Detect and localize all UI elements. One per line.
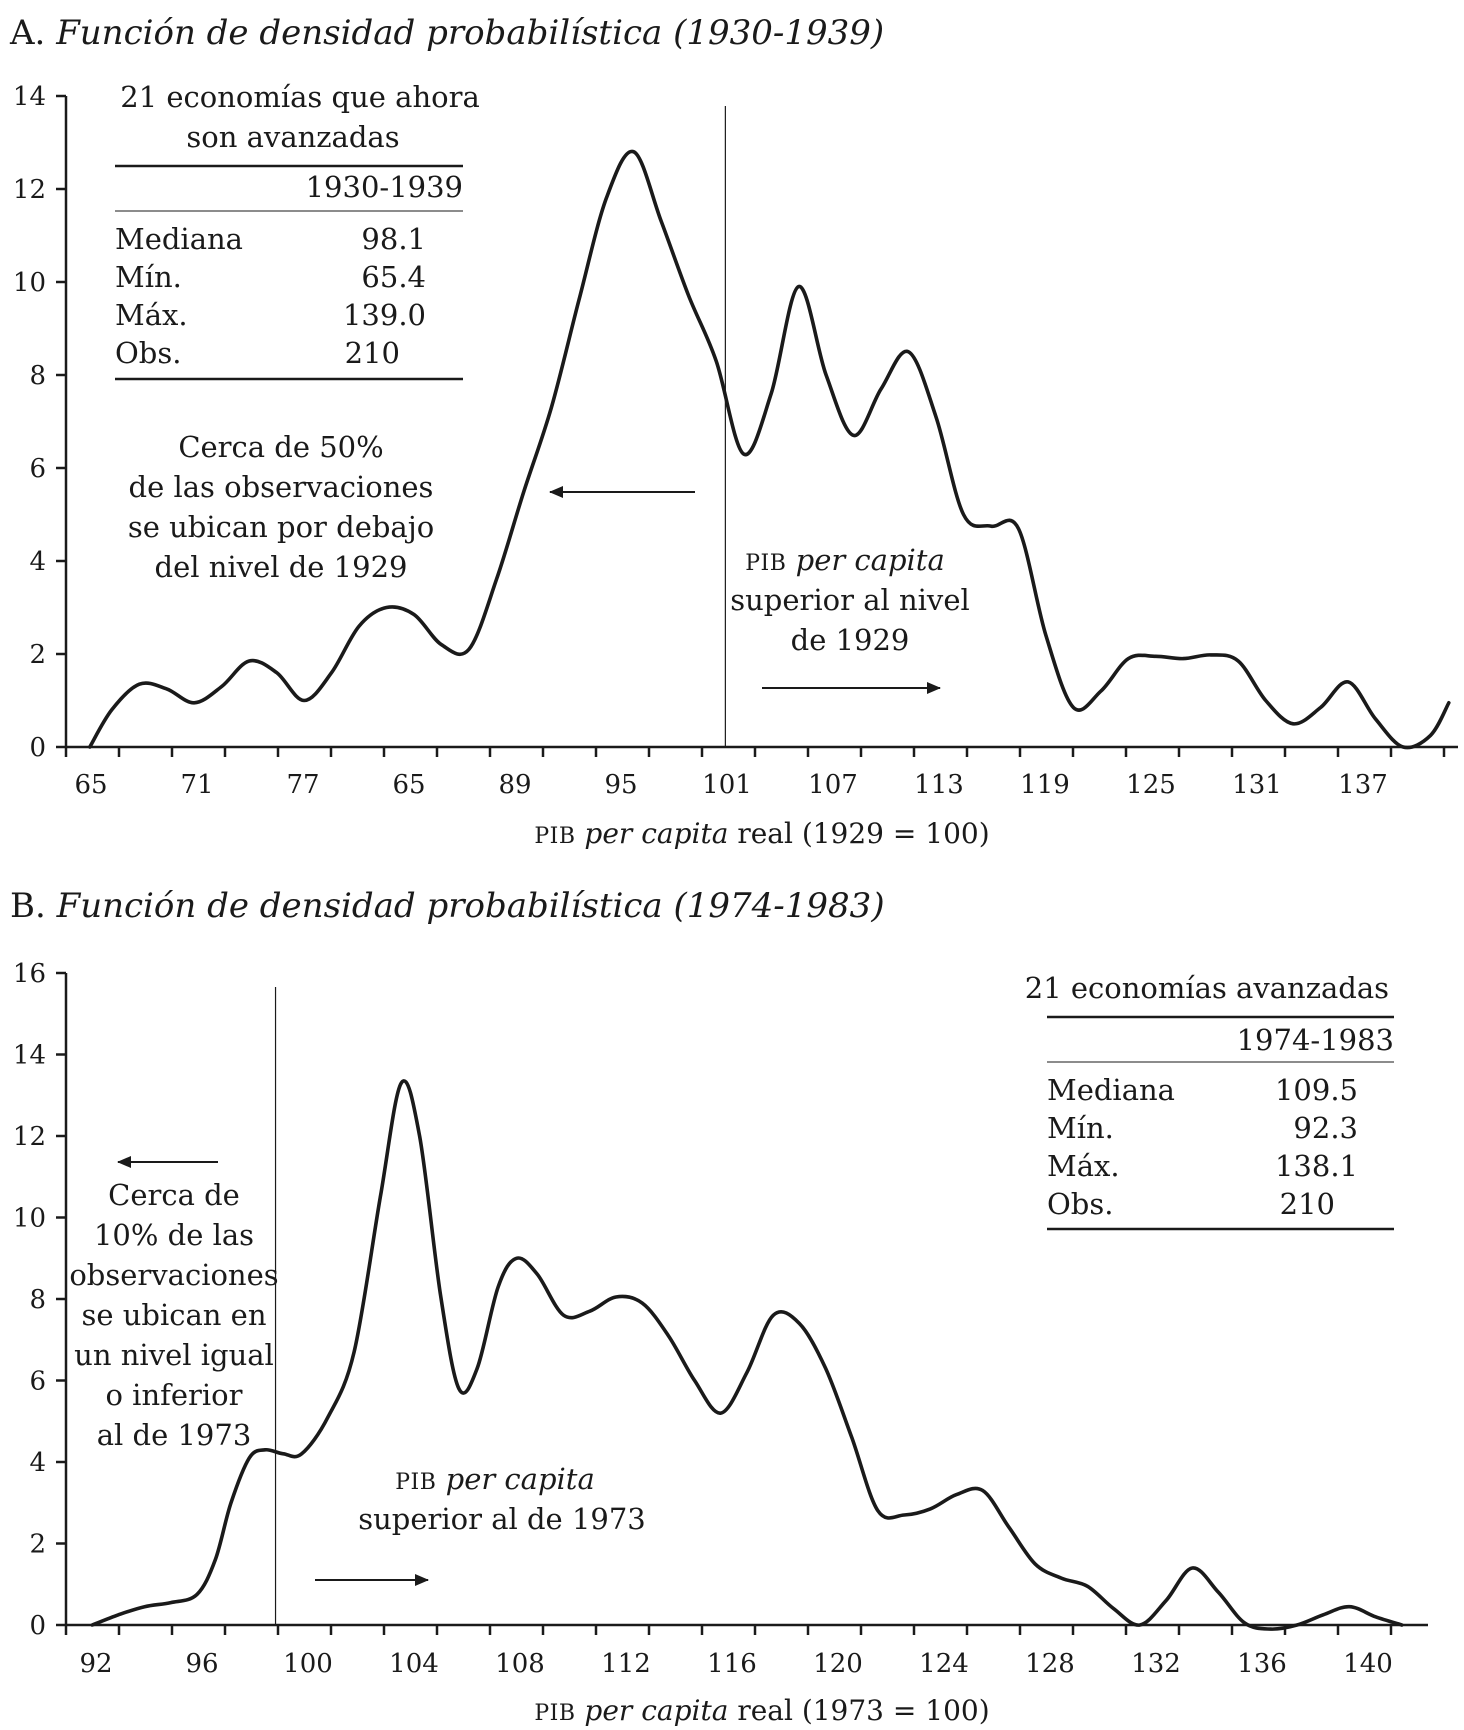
x-tick-label: 71 bbox=[180, 770, 214, 800]
panel-b-x-label-pib: PIB bbox=[534, 1701, 576, 1726]
panel-b-left-note-line: 10% de las bbox=[93, 1218, 255, 1252]
panel-a-left-note-line: del nivel de 1929 bbox=[154, 550, 408, 584]
panel-b-left-note-line: al de 1973 bbox=[96, 1418, 252, 1452]
panel-b-left-note bbox=[69, 1178, 278, 1452]
y-tick-label: 8 bbox=[29, 1285, 46, 1315]
panel-a-right-note bbox=[730, 543, 970, 657]
x-tick-label: 128 bbox=[1025, 1649, 1075, 1679]
y-tick-label: 4 bbox=[29, 547, 46, 577]
panel-b-x-label-rest: real (1973 = 100) bbox=[737, 1694, 990, 1727]
panel-a bbox=[9, 13, 1458, 850]
panel-b-density-curve bbox=[92, 1081, 1402, 1629]
panel-b-right-note-italic: per capita bbox=[445, 1462, 595, 1496]
panel-a-table-row-label: Máx. bbox=[115, 298, 188, 332]
panel-b-table-column-header: 1974-1983 bbox=[1236, 1023, 1394, 1057]
panel-b-right-note-pib: PIB bbox=[395, 1470, 437, 1495]
panel-a-right-note-italic: per capita bbox=[795, 543, 945, 577]
x-tick-label: 116 bbox=[707, 1649, 757, 1679]
panel-a-right-note-line: de 1929 bbox=[790, 623, 910, 657]
panel-b-title-text: Función de densidad probabilística (1974-1983) bbox=[56, 886, 885, 926]
panel-a-table-title-line-1: 21 economías que ahora bbox=[120, 80, 480, 114]
panel-b-left-note-line: un nivel igual bbox=[74, 1338, 274, 1372]
x-tick-label: 95 bbox=[604, 770, 638, 800]
x-tick-label: 65 bbox=[392, 770, 426, 800]
panel-b-stats-table bbox=[1025, 971, 1394, 1229]
panel-a-right-note-line-1 bbox=[745, 543, 945, 577]
x-tick-label: 131 bbox=[1232, 770, 1282, 800]
panel-b-table-row-value: 138.1 bbox=[1274, 1149, 1358, 1183]
x-tick-label: 107 bbox=[808, 770, 858, 800]
panel-a-title bbox=[9, 13, 884, 53]
panel-a-title-text: Función de densidad probabilística (1930-1939) bbox=[56, 13, 885, 53]
panel-a-right-note-line: superior al nivel bbox=[730, 583, 970, 617]
y-tick-label: 2 bbox=[29, 1529, 46, 1560]
y-tick-label: 6 bbox=[29, 454, 46, 484]
y-tick-label: 16 bbox=[12, 959, 46, 989]
panel-b bbox=[10, 886, 1428, 1727]
x-tick-label: 113 bbox=[914, 770, 964, 800]
panel-a-right-note-pib: PIB bbox=[745, 551, 787, 576]
panel-a-x-ticks bbox=[66, 747, 1444, 800]
x-tick-label: 100 bbox=[283, 1649, 333, 1679]
x-tick-label: 101 bbox=[702, 770, 752, 800]
panel-a-x-label-italic: per capita bbox=[584, 817, 729, 850]
panel-a-letter: A. bbox=[10, 13, 46, 53]
panel-b-x-ticks bbox=[66, 1625, 1393, 1679]
panel-b-table-row-label: Máx. bbox=[1047, 1149, 1120, 1183]
panel-b-table-row-label: Mediana bbox=[1047, 1073, 1175, 1107]
y-tick-label: 12 bbox=[12, 1122, 46, 1152]
panel-a-table-row-value: 65.4 bbox=[361, 260, 426, 294]
panel-b-title bbox=[10, 886, 885, 926]
panel-a-table-row-value: 210 bbox=[344, 336, 400, 370]
y-tick-label: 10 bbox=[12, 1203, 46, 1234]
x-tick-label: 92 bbox=[79, 1649, 113, 1679]
panel-a-table-row-value: 139.0 bbox=[342, 298, 426, 332]
y-tick-label: 14 bbox=[12, 82, 46, 112]
panel-a-left-note-line: Cerca de 50% bbox=[178, 430, 384, 464]
y-tick-label: 0 bbox=[29, 733, 46, 763]
x-tick-label: 77 bbox=[286, 770, 320, 800]
panel-b-right-note bbox=[358, 1462, 646, 1536]
panel-a-x-label bbox=[534, 817, 989, 850]
y-tick-label: 10 bbox=[12, 268, 46, 298]
panel-b-left-note-line: se ubican en bbox=[81, 1298, 267, 1332]
y-tick-label: 12 bbox=[12, 175, 46, 205]
x-tick-label: 120 bbox=[813, 1649, 863, 1679]
panel-b-table-row-label: Obs. bbox=[1047, 1187, 1114, 1221]
x-tick-label: 132 bbox=[1131, 1649, 1181, 1679]
x-tick-label: 124 bbox=[919, 1649, 969, 1679]
y-tick-label: 14 bbox=[12, 1040, 46, 1071]
panel-b-table-title: 21 economías avanzadas bbox=[1024, 971, 1389, 1005]
panel-a-table-row-label: Obs. bbox=[115, 336, 182, 370]
panel-a-table-row-label: Mín. bbox=[115, 260, 182, 294]
panel-a-table-title-line-2: son avanzadas bbox=[186, 120, 400, 154]
panel-b-right-note-line-1 bbox=[395, 1462, 595, 1496]
panel-a-left-note-line: de las observaciones bbox=[128, 470, 434, 504]
panel-a-stats-table bbox=[115, 80, 480, 379]
panel-a-table-row-label: Mediana bbox=[115, 222, 243, 256]
panel-b-axes bbox=[66, 973, 1428, 1625]
x-tick-label: 96 bbox=[185, 1649, 219, 1679]
x-tick-label: 137 bbox=[1338, 770, 1388, 800]
panel-b-letter: B. bbox=[10, 886, 46, 926]
panel-b-left-note-line: observaciones bbox=[69, 1258, 279, 1292]
panel-b-x-label bbox=[534, 1694, 989, 1727]
panel-b-left-note-line: o inferior bbox=[105, 1378, 243, 1412]
panel-a-x-label-pib: PIB bbox=[534, 824, 576, 849]
x-tick-label: 65 bbox=[74, 770, 108, 800]
x-tick-label: 119 bbox=[1020, 770, 1070, 800]
panel-a-table-column-header: 1930-1939 bbox=[305, 170, 463, 204]
y-tick-label: 6 bbox=[29, 1366, 46, 1397]
panel-b-table-row-label: Mín. bbox=[1047, 1111, 1114, 1145]
panel-a-left-note-line: se ubican por debajo bbox=[127, 510, 435, 544]
panel-b-y-ticks bbox=[13, 959, 66, 1641]
x-tick-label: 108 bbox=[495, 1649, 545, 1679]
x-tick-label: 112 bbox=[601, 1649, 651, 1679]
panel-a-table-row-value: 98.1 bbox=[361, 222, 426, 256]
x-tick-label: 89 bbox=[498, 770, 532, 800]
x-tick-label: 104 bbox=[389, 1649, 439, 1679]
y-tick-label: 0 bbox=[29, 1611, 46, 1641]
panel-b-left-note-line: Cerca de bbox=[108, 1178, 240, 1212]
y-tick-label: 2 bbox=[29, 640, 46, 670]
panel-a-left-note bbox=[128, 430, 434, 584]
panel-b-table-row-value: 210 bbox=[1279, 1187, 1335, 1221]
x-tick-label: 140 bbox=[1343, 1649, 1393, 1679]
panel-b-table-row-value: 92.3 bbox=[1293, 1111, 1358, 1145]
x-tick-label: 125 bbox=[1126, 770, 1176, 800]
x-tick-label: 136 bbox=[1237, 1649, 1287, 1679]
panel-a-x-label-rest: real (1929 = 100) bbox=[737, 817, 990, 850]
panel-b-right-note-line: superior al de 1973 bbox=[358, 1502, 646, 1536]
y-tick-label: 8 bbox=[29, 361, 46, 391]
panel-a-y-ticks bbox=[13, 82, 66, 763]
y-tick-label: 4 bbox=[29, 1448, 46, 1478]
panel-b-x-label-italic: per capita bbox=[584, 1694, 729, 1727]
panel-b-table-row-value: 109.5 bbox=[1274, 1073, 1358, 1107]
